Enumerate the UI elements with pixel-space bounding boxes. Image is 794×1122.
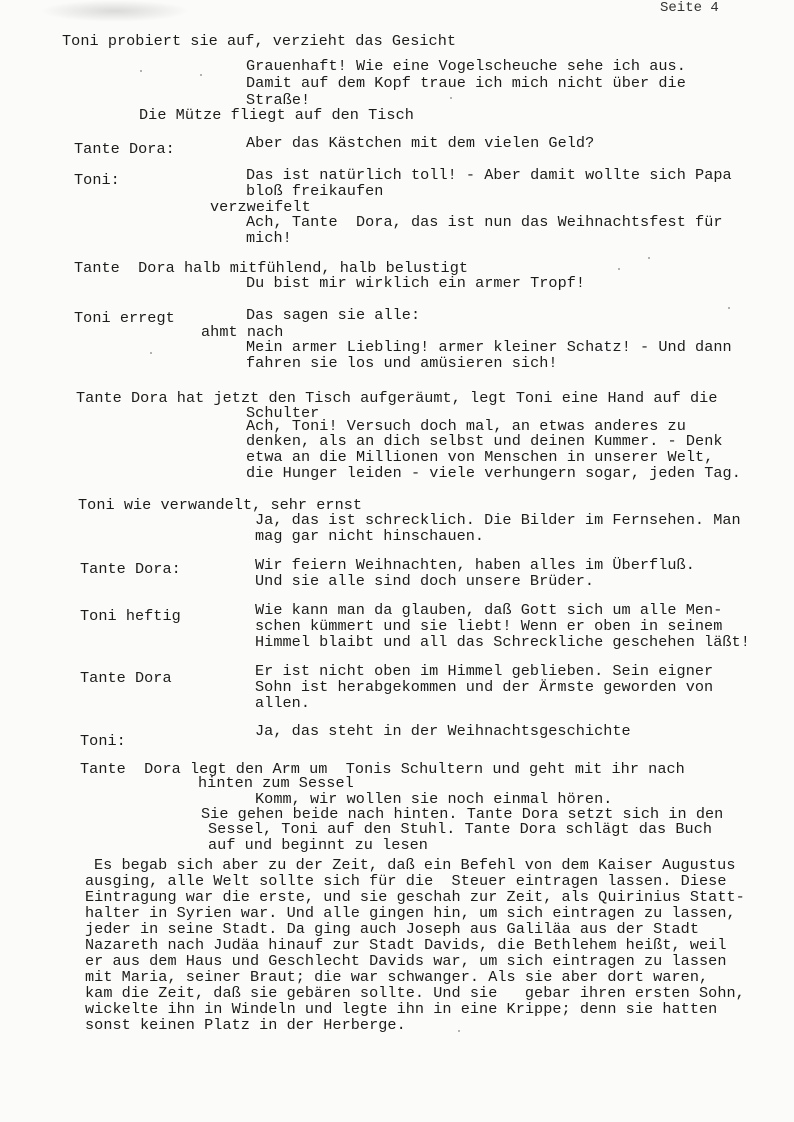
stage-direction: hinten zum Sessel xyxy=(198,774,354,792)
dialogue-line: Himmel blaibt und all das Schreckliche geschehen läßt! xyxy=(255,633,750,651)
dialogue-line: mag gar nicht hinschauen. xyxy=(255,527,485,545)
speaker-name: Toni: xyxy=(80,732,126,750)
speaker-name: Toni: xyxy=(74,171,120,189)
dialogue-line: schen kümmert und sie liebt! Wenn er oben in seinem xyxy=(255,617,723,635)
scan-speck xyxy=(728,307,730,309)
dialogue-line: denken, als an dich selbst und deinen Kummer. - Denk xyxy=(246,432,723,450)
speaker-name: Toni erregt xyxy=(74,309,175,327)
stage-direction: Tante Dora legt den Arm um Tonis Schultern und geht mit ihr nach xyxy=(80,760,685,778)
dialogue-line: bloß freikaufen xyxy=(246,182,384,200)
scripture-line: er aus dem Haus und Geschlecht Davids war, um sich eintragen zu lassen xyxy=(85,952,727,970)
stage-direction: Tante Dora halb mitfühlend, halb belustigt xyxy=(74,259,469,277)
dialogue-line: Aber das Kästchen mit dem vielen Geld? xyxy=(246,134,595,152)
dialogue-line: Ach, Toni! Versuch doch mal, an etwas anderes zu xyxy=(246,417,686,435)
stage-direction: Toni probiert sie auf, verzieht das Gesicht xyxy=(62,32,457,50)
dialogue-line: mich! xyxy=(246,229,292,247)
stage-direction: Toni wie verwandelt, sehr ernst xyxy=(78,496,363,514)
speaker-name: Tante Dora xyxy=(80,669,172,687)
scripture-line: sonst keinen Platz in der Herberge. xyxy=(85,1016,406,1034)
dialogue-line: Mein armer Liebling! armer kleiner Schatz! - Und dann xyxy=(246,338,732,356)
stage-direction: verzweifelt xyxy=(210,198,311,216)
scripture-line: Eintragung war die erste, und sie geschah zur Zeit, als Quirinius Statt- xyxy=(85,888,745,906)
scan-speck xyxy=(618,268,620,270)
scan-speck xyxy=(458,1030,460,1032)
speaker-name: Toni heftig xyxy=(80,607,181,625)
dialogue-line: Er ist nicht oben im Himmel geblieben. Sein eigner xyxy=(255,662,714,680)
dialogue-line: Grauenhaft! Wie eine Vogelscheuche sehe ich aus. xyxy=(246,57,686,75)
speaker-name: Tante Dora: xyxy=(80,560,181,578)
dialogue-line: Ach, Tante Dora, das ist nun das Weihnachtsfest für xyxy=(246,213,723,231)
dialogue-line: Und sie alle sind doch unsere Brüder. xyxy=(255,572,595,590)
dialogue-line: Ja, das ist schrecklich. Die Bilder im Fernsehen. Man xyxy=(255,511,741,529)
scripture-line: ausging, alle Welt sollte sich für die Steuer eintragen lassen. Diese xyxy=(85,872,727,890)
dialogue-line: Sohn ist herabgekommen und der Ärmste geworden von xyxy=(255,678,714,696)
page-number: Seite 4 xyxy=(660,0,719,16)
dialogue-line: Du bist mir wirklich ein armer Tropf! xyxy=(246,274,586,292)
scan-speck xyxy=(140,70,142,72)
stage-direction: auf und beginnt zu lesen xyxy=(208,836,428,854)
dialogue-line: Wir feiern Weihnachten, haben alles im Überfluß. xyxy=(255,556,695,574)
scan-speck xyxy=(450,97,452,99)
scripture-line: Nazareth nach Judäa hinauf zur Stadt Davids, die Bethlehem heißt, weil xyxy=(85,936,727,954)
stage-direction: Sie gehen beide nach hinten. Tante Dora setzt sich in den xyxy=(201,805,724,823)
scan-speck xyxy=(200,74,202,76)
stage-direction: Sessel, Toni auf den Stuhl. Tante Dora schlägt das Buch xyxy=(208,820,713,838)
dialogue-line: Wie kann man da glauben, daß Gott sich um alle Men- xyxy=(255,601,723,619)
scripture-line: jeder in seine Stadt. Da ging auch Joseph aus Galiläa aus der Stadt xyxy=(85,920,699,938)
speaker-name: Tante Dora: xyxy=(74,140,175,158)
dialogue-line: Damit auf dem Kopf traue ich mich nicht über die xyxy=(246,74,686,92)
dialogue-line: Komm, wir wollen sie noch einmal hören. xyxy=(255,790,613,808)
dialogue-line: Das ist natürlich toll! - Aber damit wollte sich Papa xyxy=(246,166,732,184)
dialogue-line: Straße! xyxy=(246,91,311,109)
dialogue-line: fahren sie los und amüsieren sich! xyxy=(246,354,558,372)
dialogue-line: allen. xyxy=(255,694,310,712)
dialogue-line: die Hunger leiden - viele verhungern sogar, jeden Tag. xyxy=(246,464,741,482)
scripture-line: wickelte ihn in Windeln und legte ihn in eine Krippe; denn sie hatten xyxy=(85,1000,718,1018)
scripture-line: mit Maria, seiner Braut; die war schwanger. Als sie aber dort waren, xyxy=(85,968,709,986)
scan-speck xyxy=(150,352,152,354)
stage-direction: Die Mütze fliegt auf den Tisch xyxy=(139,106,414,124)
stage-direction: ahmt nach xyxy=(201,323,284,341)
stage-direction: Schulter xyxy=(246,404,320,422)
dialogue-line: Das sagen sie alle: xyxy=(246,306,421,324)
stage-direction: Tante Dora hat jetzt den Tisch aufgeräumt, legt Toni eine Hand auf die xyxy=(76,389,718,407)
scan-smudge xyxy=(40,0,190,22)
dialogue-line: Ja, das steht in der Weihnachtsgeschichte xyxy=(255,722,631,740)
scripture-line: kam die Zeit, daß sie gebären sollte. Und sie gebar ihren ersten Sohn, xyxy=(85,984,745,1002)
scripture-line: halter in Syrien war. Und alle gingen hin, um sich eintragen zu lassen, xyxy=(85,904,736,922)
dialogue-line: etwa an die Millionen von Menschen in unserer Welt, xyxy=(246,448,714,466)
scan-speck xyxy=(648,257,650,259)
scripture-line: Es begab sich aber zu der Zeit, daß ein Befehl von dem Kaiser Augustus xyxy=(94,856,736,874)
